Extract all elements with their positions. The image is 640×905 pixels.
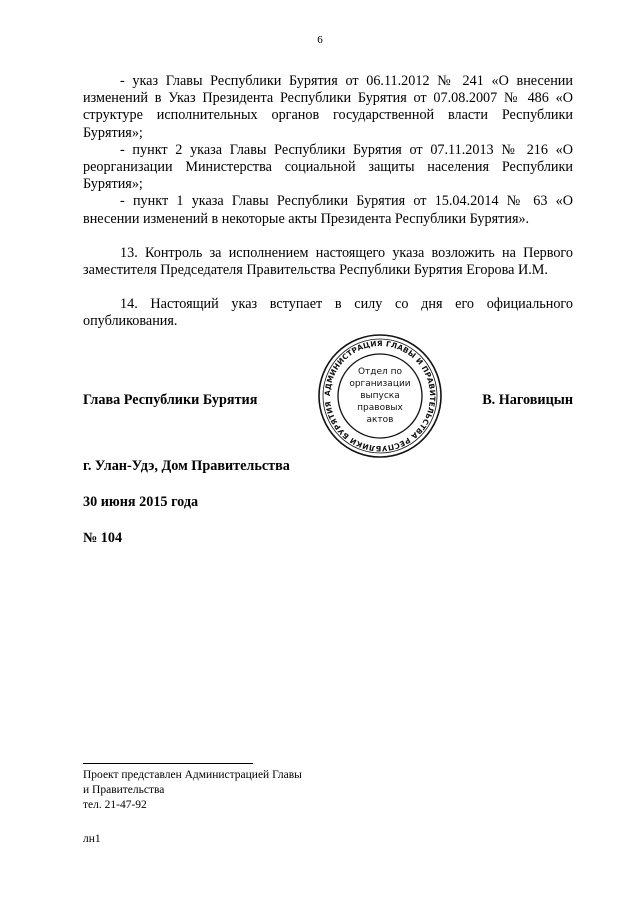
signing-place: г. Улан-Удэ, Дом Правительства (83, 458, 290, 474)
document-body (83, 73, 573, 331)
list-item: - пункт 1 указа Главы Республики Бурятия от 15.04.2014 № 63 «О внесении изменений в некоторые акты Президента Республики Бурятия». (83, 193, 573, 227)
footnote (83, 768, 302, 813)
list-item: - пункт 2 указа Главы Республики Бурятия от 07.11.2013 № 216 «О реорганизации Министерства социальной защиты населения Республики Бурятия»; (83, 141, 573, 193)
paragraph-13: 13. Контроль за исполнением настоящего указа возложить на Первого заместителя Председателя Правительства Республики Бурятия Егорова И.М. (83, 244, 573, 279)
stamp-line: организации (349, 379, 411, 389)
signing-date: 30 июня 2015 года (83, 494, 199, 510)
stamp-ring-text: АДМИНИСТРАЦИЯ ГЛАВЫ И ПРАВИТЕЛЬСТВА РЕСПУБЛИКИ БУРЯТИЯ (322, 338, 438, 454)
paragraph-14: 14. Настоящий указ вступает в силу со дня его официального опубликования. (83, 296, 573, 330)
footnote-line: тел. 21-47-92 (83, 799, 147, 811)
stamp-line: актов (366, 415, 394, 425)
page-number: 6 (317, 34, 323, 46)
signatory-title: Глава Республики Бурятия (83, 392, 258, 408)
signatory-name: В. Наговицын (482, 392, 573, 408)
stamp-line: Отдел по (357, 367, 403, 377)
footnote-line: и Правительства (83, 784, 165, 796)
footnote-line: Проект представлен Администрацией Главы (83, 769, 302, 781)
official-stamp (315, 331, 445, 461)
stamp-seal-icon (315, 331, 445, 461)
executor-code: лн1 (83, 833, 101, 845)
document-number: № 104 (83, 530, 123, 546)
stamp-line: выпуска (360, 391, 400, 401)
stamp-line: правовых (357, 403, 403, 413)
footnote-divider (83, 763, 253, 764)
list-item: - указ Главы Республики Бурятия от 06.11.2012 № 241 «О внесении изменений в Указ Президента Республики Бурятия от 07.08.2007 № 486 «О структуре исполнительных органов государственной власти Республики Бурятия»; (83, 73, 573, 141)
